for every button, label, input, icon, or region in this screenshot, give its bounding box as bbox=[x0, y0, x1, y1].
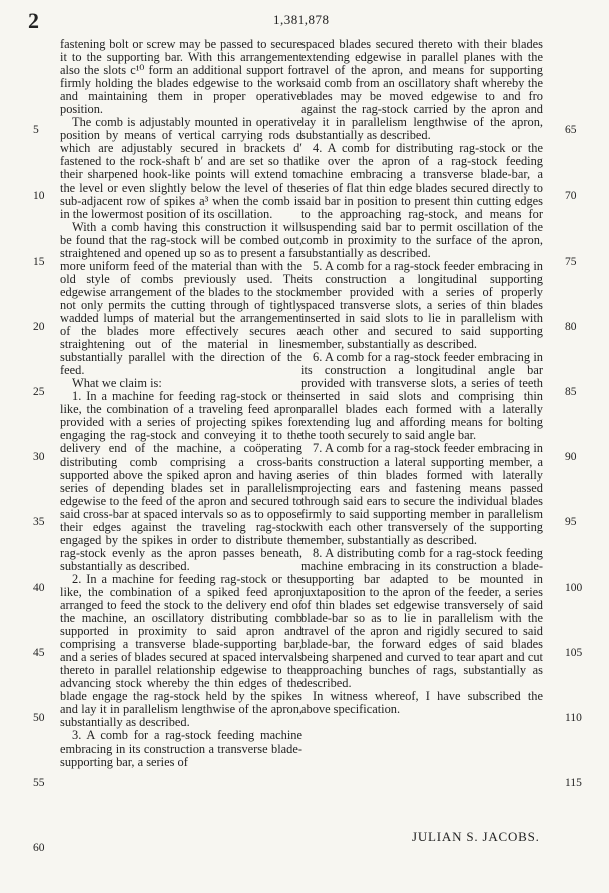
line-number: 35 bbox=[33, 516, 45, 528]
line-number: 50 bbox=[33, 712, 45, 724]
claim-paragraph: 4. A comb for distributing rag-stock or the like over the apron of a rag-stock feeding machine embracing a transverse blade-bar, a series of flat thin edge blades secured directly to said bar in position to present thin cutting edges to the approaching rag-stock, and means for suspending said bar to permit oscillation of the comb in proximity to the surface of the apron, substantially as described. bbox=[301, 141, 543, 260]
line-number: 100 bbox=[565, 582, 583, 594]
line-number: 110 bbox=[565, 712, 582, 724]
line-number: 40 bbox=[33, 582, 45, 594]
claim-paragraph: 2. In a machine for feeding rag-stock or the like, the combination of a spiked feed apron arranged to feed the stock to the delivery end of the machine, an oscillatory distributing comb supported in proximity to said apron and comprising a transverse blade-supporting bar, and a series of blades secured at spaced intervals thereto in parallel relationship edgewise to the advancing stock whereby the thin edges of the blade engage the rag-stock held by the spikes and lay it in parallelism lengthwise of the apron, substantially as described. bbox=[60, 571, 302, 730]
line-number: 15 bbox=[33, 256, 45, 268]
line-number: 85 bbox=[565, 386, 577, 398]
line-number: 20 bbox=[33, 321, 45, 333]
page-number: 2 bbox=[28, 8, 39, 33]
line-number: 95 bbox=[565, 516, 577, 528]
line-number: 55 bbox=[33, 777, 45, 789]
patent-number: 1,381,878 bbox=[273, 12, 330, 27]
claim-paragraph: 3. A comb for a rag-stock feeding machine embracing in its construction a transverse blade-supporting bar, a series of bbox=[60, 728, 302, 769]
inventor-signature: JULIAN S. JACOBS. bbox=[412, 829, 540, 844]
line-number: 80 bbox=[565, 321, 577, 333]
claims-heading: What we claim is: bbox=[72, 376, 162, 391]
line-number: 10 bbox=[33, 190, 45, 202]
line-number: 75 bbox=[565, 256, 577, 268]
claim-paragraph: 6. A comb for a rag-stock feeder embracing in its construction a longitudinal angle bar provided with transverse slots, a series of teeth inserted in said slots and comprising thin parallel blades each formed with a laterally extending lug and affording means for bolting the tooth securely to said angle bar. bbox=[301, 350, 543, 443]
line-number: 65 bbox=[565, 124, 577, 136]
left-column bbox=[60, 38, 302, 769]
claim-paragraph: 7. A comb for a rag-stock feeder embracing in its construction a lateral supporting member, a series of thin blades formed with laterally projecting ears and fastening means passed through said ears to secure the individual blades firmly to said supporting member in parallelism with each other transversely of the supporting member, substantially as described. bbox=[301, 441, 543, 547]
line-number: 70 bbox=[565, 190, 577, 202]
paragraph: fastening bolt or screw may be passed to secure it to the supporting bar. With this arrangement also the slots c¹⁰ form an additional support for firmly holding the blades edgewise to the work and maintaining them in proper operative position. bbox=[60, 37, 302, 117]
line-number: 90 bbox=[565, 451, 577, 463]
witness-statement: In witness whereof, I have subscribed the above specification. bbox=[301, 689, 543, 717]
right-column bbox=[301, 38, 543, 716]
claim-paragraph: spaced blades secured thereto with their blades extending edgewise in parallel planes with the travel of the apron, and means for supporting said comb from an oscillatory shaft whereby the blades may be moved edgewise to and fro against the rag-stock carried by the apron and lay it in parallelism lengthwise of the apron, substantially as described. bbox=[301, 37, 543, 143]
claim-paragraph: 8. A distributing comb for a rag-stock feeding machine embracing in its construction a blade-supporting bar adapted to be mounted in juxtaposition to the apron of the feeder, a series of thin blades set edgewise transversely of said blade-bar so as to lie in parallelism with the travel of the apron and rigidly secured to said blade-bar, the forward edges of said blades being sharpened and curved to tear apart and cut approaching bunches of rags, substantially as described. bbox=[301, 545, 543, 691]
paragraph: With a comb having this construction it will be found that the rag-stock will be combed out, straightened and opened up so as to present a far more uniform feed of the material than with the old style of combs previously used. The edgewise arrangement of the blades to the stock not only permits the cutting through of tightly wadded lumps of material but the arrangement of the blades more effectively secures a straightening out of the material in lines substantially parallel with the direction of the feed. bbox=[60, 219, 302, 378]
claim-paragraph: 1. In a machine for feeding rag-stock or the like, the combination of a traveling feed apron provided with a series of projecting spikes for engaging the rag-stock and conveying it to the delivery end of the machine, a coöperating distributing comb comprising a cross-bar supported above the spiked apron and having a series of depending blades set in parallelism edgewise to the feed of the apron and secured to said cross-bar at spaced intervals so as to oppose their edges against the traveling rag-stock engaged by the spikes in order to distribute the rag-stock evenly as the apron passes beneath, substantially as described. bbox=[60, 389, 302, 573]
line-number: 45 bbox=[33, 647, 45, 659]
paragraph: The comb is adjustably mounted in operative position by means of vertical carrying rods d which are adjustably secured in brackets d′ fastened to the rock-shaft b′ and are set so that their sharpened hook-like points will extend to the level or even slightly below the level of the sub-adjacent row of spikes a³ when the comb is in the lowermost position of its oscillation. bbox=[60, 115, 302, 221]
line-number: 5 bbox=[33, 124, 39, 136]
line-number: 105 bbox=[565, 647, 583, 659]
line-number: 30 bbox=[33, 451, 45, 463]
claim-paragraph: 5. A comb for a rag-stock feeder embracing in its construction a longitudinal supporting member provided with a series of properly spaced transverse slots, a series of thin blades inserted in said slots to lie in parallelism with each other and secured to said supporting member, substantially as described. bbox=[301, 258, 543, 352]
line-number: 25 bbox=[33, 386, 45, 398]
line-number: 115 bbox=[565, 777, 582, 789]
line-number: 60 bbox=[33, 842, 45, 854]
